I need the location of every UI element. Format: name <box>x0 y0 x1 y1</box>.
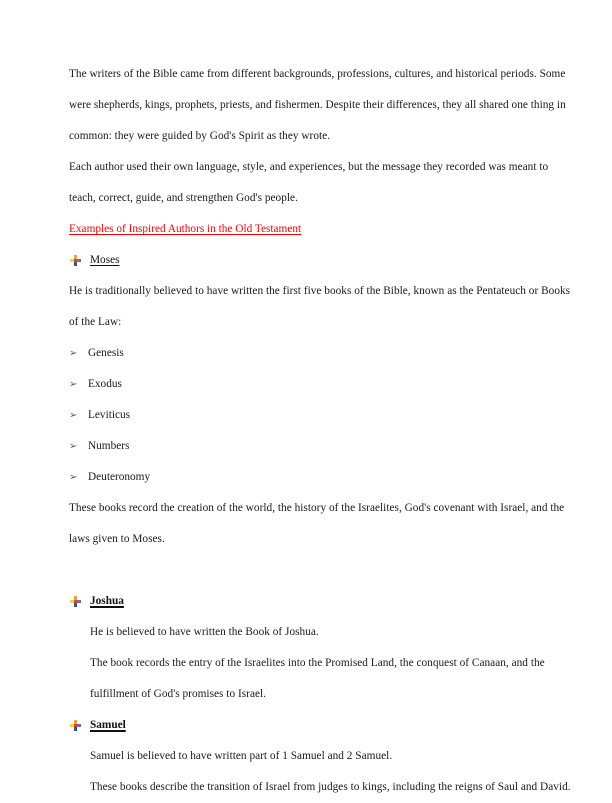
joshua-line-1: He is believed to have written the Book of Joshua. <box>90 626 319 638</box>
samuel-body <box>69 741 573 803</box>
joshua-line-2: The book records the entry of the Israelites into the Promised Land, the conquest of Canaan, and the fulfillment of God's promises to Israel. <box>90 657 545 700</box>
moses-books-list <box>69 338 573 493</box>
samuel-line-1: Samuel is believed to have written part of 1 Samuel and 2 Samuel. <box>90 750 393 762</box>
arrowhead-bullet-icon: ➢ <box>69 410 78 421</box>
multicolor-cross-bullet-icon <box>69 586 81 617</box>
author-heading-samuel <box>69 710 573 741</box>
author-heading-moses <box>69 245 573 276</box>
section-heading-text: Examples of Inspired Authors in the Old Testament <box>69 223 302 235</box>
arrowhead-bullet-icon: ➢ <box>69 348 78 359</box>
samuel-line-2: These books describe the transition of Israel from judges to kings, including the reigns of Saul and David. <box>90 781 571 793</box>
list-item <box>69 400 573 431</box>
joshua-body <box>69 617 573 710</box>
section-heading <box>69 214 573 245</box>
list-item-label: Numbers <box>88 440 130 452</box>
list-item-label: Leviticus <box>88 409 131 421</box>
paragraph-spacer <box>69 555 573 586</box>
arrowhead-bullet-icon: ➢ <box>69 379 78 390</box>
body-paragraph-1: The writers of the Bible came from different backgrounds, professions, cultures, and historical periods. Some were shepherds, kings, prophets, priests, and fishermen. Despite their differences, they all shared one thing in common: they were guided by God's Spirit as they wrote. <box>69 68 566 142</box>
document-content <box>69 59 573 803</box>
arrowhead-bullet-icon: ➢ <box>69 472 78 483</box>
author-heading-joshua <box>69 586 573 617</box>
author-name-joshua: Joshua <box>90 595 124 607</box>
list-item <box>69 462 573 493</box>
author-name-moses: Moses <box>90 254 120 266</box>
multicolor-cross-bullet-icon <box>69 710 81 741</box>
multicolor-cross-bullet-icon <box>69 245 81 276</box>
list-item-label: Deuteronomy <box>88 471 151 483</box>
list-item <box>69 369 573 400</box>
list-item-label: Genesis <box>88 347 124 359</box>
moses-closing-paragraph: These books record the creation of the world, the history of the Israelites, God's covenant with Israel, and the laws given to Moses. <box>69 502 565 545</box>
author-name-samuel: Samuel <box>90 719 126 731</box>
arrowhead-bullet-icon: ➢ <box>69 441 78 452</box>
moses-intro-paragraph: He is traditionally believed to have written the first five books of the Bible, known as the Pentateuch or Books of the Law: <box>69 285 571 328</box>
list-item <box>69 431 573 462</box>
list-item-label: Exodus <box>88 378 122 390</box>
list-item <box>69 338 573 369</box>
body-paragraph-2: Each author used their own language, style, and experiences, but the message they recorded was meant to teach, correct, guide, and strengthen God's people. <box>69 161 549 204</box>
